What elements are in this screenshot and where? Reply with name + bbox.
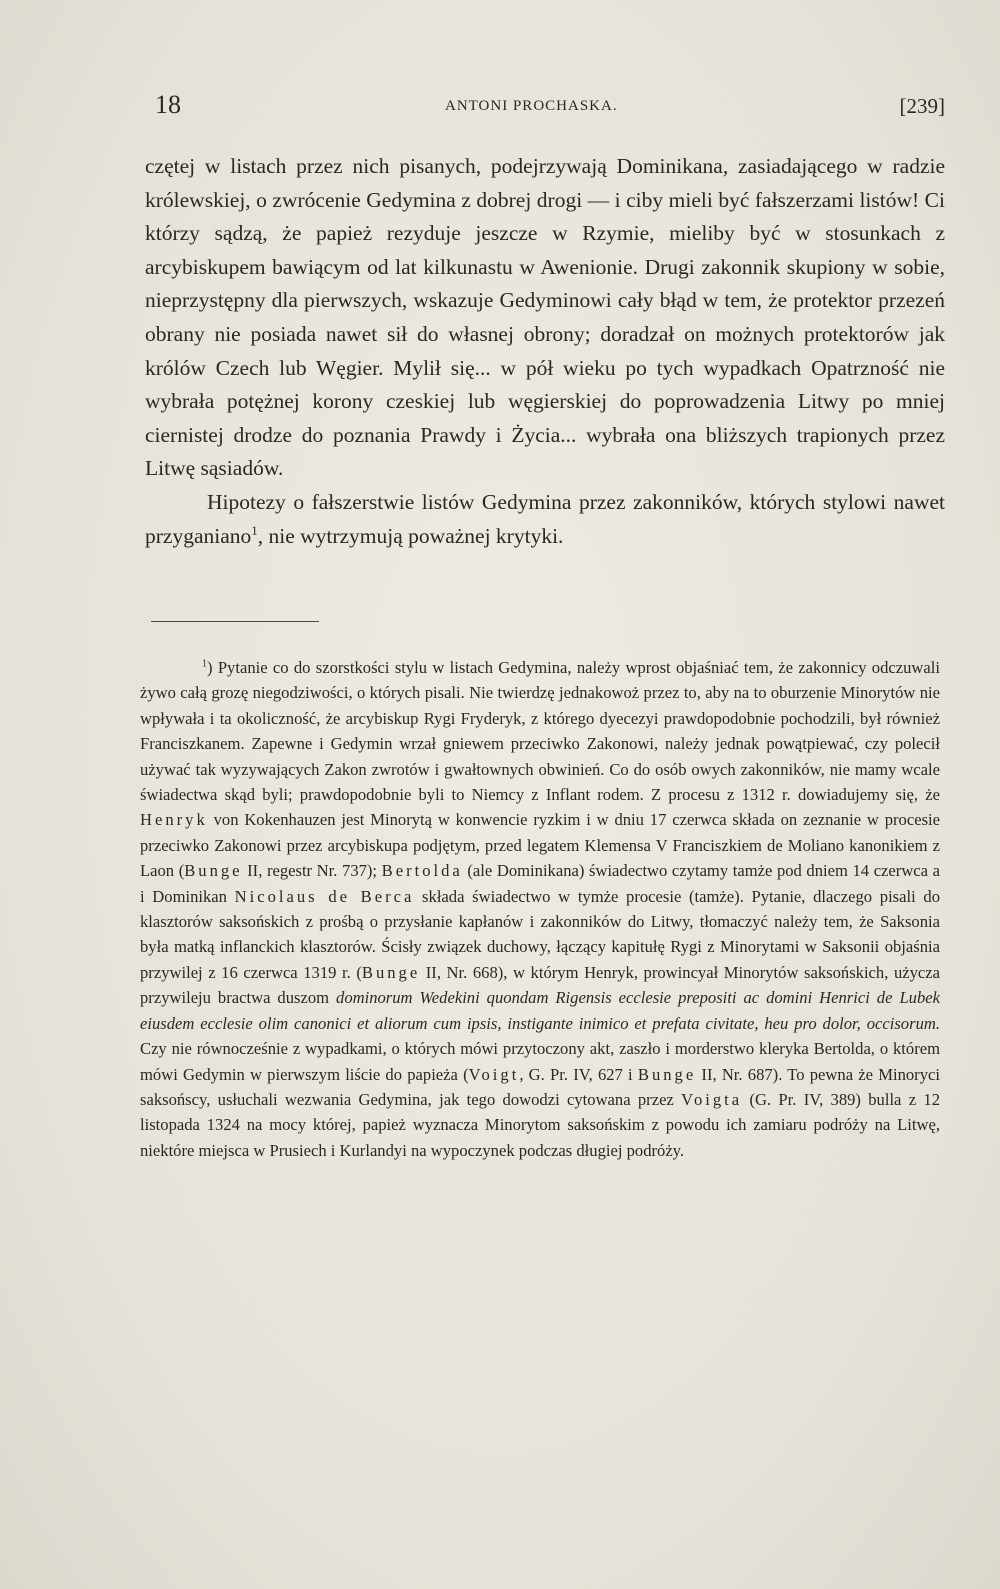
paragraph-2-text: Hipotezy o fałszerstwie listów Gedymina przez zakonników, których stylowi nawet przyganiano	[145, 489, 945, 548]
page-header	[155, 88, 945, 124]
spaced-name: Bunge	[184, 861, 243, 881]
footnote	[140, 655, 940, 1163]
paragraph-1: czętej w listach przez nich pisanych, podejrzywają Dominikana, zasiadającego w radzie królewskiej, o zwrócenie Gedymina z dobrej drogi — i ciby mieli być fałszerzami listów! Ci którzy sądzą, że papież rezyduje jeszcze w Rzymie, mieliby być w stosunkach z arcybiskupem bawiącym od lat kilkunastu w Awenionie. Drugi zakonnik skupiony w sobie, nieprzystępny dla pierwszych, wskazuje Gedyminowi cały błąd w tem, że protektor przezeń obrany nie posiada nawet sił do własnej obrony; doradzał on możnych protektorów jak królów Czech lub Węgier. Mylił się... w pół wieku po tych wypadkach Opatrzność nie wybrała potężnej korony czeskiej lub węgierskiej do poprowadzenia Litwy po mniej ciernistej drodze do poznania Prawdy i Życia... wybrała ona bliższych trapionych przez Litwę sąsiadów.	[145, 154, 945, 481]
spaced-name: Voigt	[468, 1064, 520, 1084]
footnote-text: II, Nr. 687). To pewna że Minoryci saksońscy, usłuchali wezwania Gedymina, jak tego dowodzi cytowana przez	[140, 1064, 940, 1109]
spaced-name: Bertolda	[381, 861, 463, 881]
spaced-name: Henryk	[140, 810, 208, 830]
footnote-text: von Kokenhauzen jest Minorytą w konwencie ryzkim i w dniu 17 czerwca składa on zeznanie w procesie przeciwko Zakonowi przez arcybiskupa podjętym, przed legatem Klemensa V Franciszkiem de Moliano kanonikiem z Laon (	[140, 810, 940, 881]
footnote-text: (ale Dominikana) świadectwo czytamy tamże pod dniem 14 czerwca a i Dominikan	[140, 861, 940, 906]
footnote-paragraph	[140, 655, 940, 1163]
footnote-text: (G. Pr. IV, 389) bulla z 12 listopada 1324 na mocy której, papież wyznacza Minorytom saksońskim z powodu ich zamiaru podróży na Litwę, niektóre miejsca w Prusiech i Kurlandyi na wypoczynek podczas długiej podróży.	[140, 1089, 940, 1160]
paragraph-2-text-end: , nie wytrzymują poważnej krytyki.	[257, 523, 564, 548]
spaced-name: Nicolaus de Berca	[234, 886, 415, 906]
latin-quotation: dominorum Wedekini quondam Rigensis ecclesie prepositi ac domini Henrici de Lubek eiusdem ecclesie olim canonici et aliorum cum ipsis, instigante inimico et prefata civitate, heu pro dolor, occisorum.	[140, 988, 940, 1033]
footnote-text: II, Nr. 668), w którym Henryk, prowincyał Minorytów saksońskich, użycza przywileju bractwa duszom	[140, 962, 940, 1008]
spaced-name: Voigta	[681, 1089, 743, 1109]
footnote-mark: 1	[202, 658, 207, 670]
spaced-name: Bunge	[637, 1064, 697, 1084]
footnote-text: Czy nie równocześnie z wypadkami, o których mówi przytoczony akt, zaszło i morderstwo kleryka Bertolda, o którem mówi Gedymin w pierwszym liście do papieża (	[140, 1039, 940, 1084]
footnote-text: , G. Pr. IV, 627 i	[519, 1064, 638, 1084]
footnote-text: II, regestr Nr. 737);	[242, 861, 382, 881]
footnote-separator	[151, 621, 319, 622]
page-number: 18	[155, 90, 181, 119]
spaced-name: Bunge	[361, 962, 421, 982]
main-text	[145, 150, 945, 553]
running-head: ANTONI PROCHASKA.	[445, 98, 618, 114]
footnote-text: składa świadectwo w tymże procesie (tamże). Pytanie, dlaczego pisali do klasztorów saksońskich z prośbą o przysłanie kapłanów i zakonników do Litwy, tłomaczyć należy tem, że Saksonia była matką inflanckich klasztorów. Ścisły związek duchowy, łączący kapitułę Rygi z Minorytami w Saksonii objaśnia przywilej z 16 czerwca 1319 r. (	[140, 886, 941, 982]
reference-number: [239]	[899, 94, 945, 118]
footnote-reference: 1	[251, 523, 258, 538]
footnote-text: ) Pytanie co do szorstkości stylu w listach Gedymina, należy wprost objaśniać tem, że zakonnicy odczuwali żywo całą grozę niegodziwości, o których pisali. Nie twierdzę jednakowoż przez to, aby na to oburzenie Minorytów nie wpływała i ta okoliczność, że arcybiskup Rygi Fryderyk, z którego dyecezyi prawdopodobnie pochodzili, był również Franciszkanem. Zapewne i Gedymin wrzał gniewem przeciwko Zakonowi, należy jednak powątpiewać, czy polecił używać tak wyzywających Zakon zwrotów i gwałtownych obwinień. Co do osób owych zakonników, nie mamy wcale świadectwa skąd byli; prawdopodobnie byli to Niemcy z Inflant rodem. Z procesu z 1312 r. dowiadujemy się, że	[140, 658, 940, 805]
paragraph-2	[145, 486, 945, 553]
